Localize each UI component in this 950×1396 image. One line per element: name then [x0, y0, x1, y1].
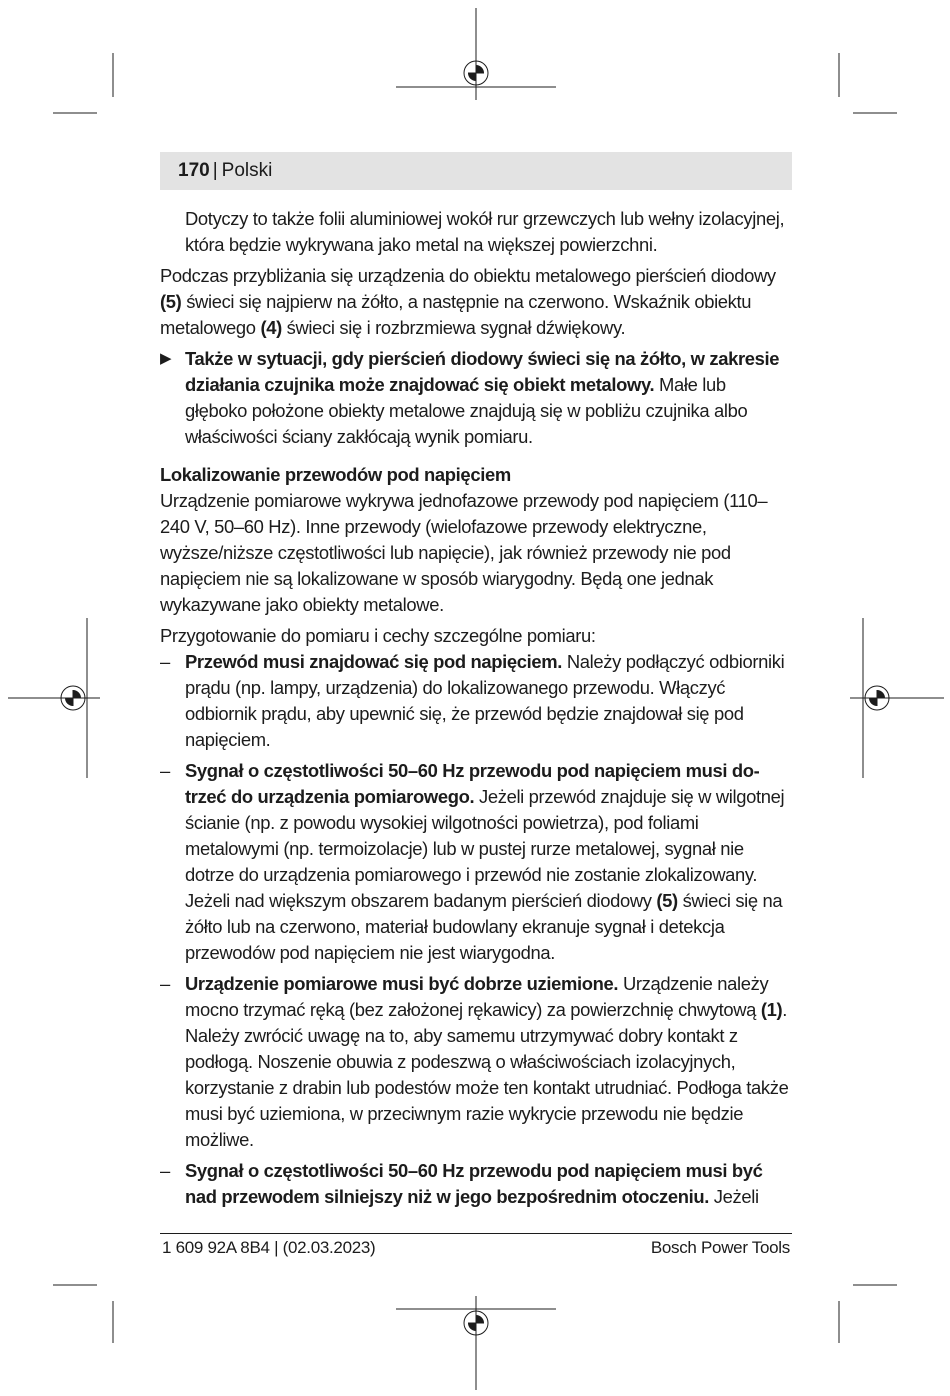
list-item-bold: Przewód musi znajdować się pod napięciem.	[185, 651, 563, 672]
list-item-text: . Należy zwrócić uwagę na to, aby samemu utrzymywać dobry kontakt z podłogą. Noszenie obuwia z podeszwą o właściwościach izolacyjnych, korzystanie z drabin lub podestów może ten kontakt utrudniać. Podłoga także musi być uziemiona, w przeciwnym razie wykrycie przewodu nie będzie możliwe.	[185, 999, 789, 1150]
section-heading: Lokalizowanie przewodów pod napięciem	[160, 464, 511, 485]
intro-note: Dotyczy to także folii aluminiowej wokół rur grzewczych lub wełny izolacyjnej, która będzie wykrywana jako metal na większej powierzchni.	[185, 208, 785, 255]
paragraph-live-wires: Urządzenie pomiarowe wykrywa jednofazowe przewody pod napięciem (110–240 V, 50–60 Hz). Inne przewody (wielofazowe przewody elektryczne, wyższe/niższe częstotliwości lub napięcie), jak również przewody nie pod napięciem nie są lokalizowane w sposób wiarygodny. Będą one jednak wykazywane jako obiekty metalowe.	[160, 490, 768, 615]
list-dash: –	[160, 1160, 170, 1181]
reference-number: (5)	[656, 890, 678, 911]
list-dash: –	[160, 760, 170, 781]
list-item	[160, 971, 792, 1153]
list-item	[160, 649, 792, 753]
reference-number: (1)	[760, 999, 783, 1020]
page-content	[160, 206, 792, 1215]
footer-rule	[160, 1233, 792, 1234]
list-item	[160, 758, 792, 966]
warning-text: Małe lub głęboko położone obiekty metalowe znajdują się w pobliżu czujnika albo właściwości ściany zakłócają wynik pomiaru.	[185, 374, 748, 447]
list-dash: –	[160, 973, 170, 994]
list-item-text: Jeżeli przewód znajduje się w wilgotnej ścianie (np. z powodu wysokiej wilgotności powietrza), pod foliami metalowymi (np. termoizolacje) lub w pustej rurze metalowej, sygnał nie dotrze do urządzenia pomiarowego i przewód nie zostanie zlokalizowany. Jeżeli nad większym obszarem badanym pierścień diodowy	[185, 786, 785, 911]
text-run: świeci się i rozbrzmiewa sygnał dźwiękowy.	[281, 317, 626, 338]
list-item	[160, 1158, 792, 1210]
header-language: Polski	[221, 160, 273, 181]
list-item-bold: Urządzenie pomiarowe musi być dobrze uziemione.	[185, 973, 619, 994]
reference-number: (4)	[260, 317, 282, 338]
reference-number: (5)	[160, 291, 182, 312]
warning-arrow-icon: ▶	[160, 350, 172, 367]
footer-doc-id: 1 609 92A 8B4 | (02.03.2023)	[162, 1238, 376, 1257]
list-item-text: świeci się na żółto lub na czerwono, materiał budowlany ekranuje sygnał i detekcja przewodów pod napięciem nie jest wiarygodna.	[185, 890, 783, 963]
list-item-text: Jeżeli	[709, 1186, 759, 1207]
list-item-text: Urządzenie należy mocno trzymać ręką (bez założonej rękawicy) za powierzchnię chwytową	[185, 973, 769, 1020]
footer-brand: Bosch Power Tools	[650, 1238, 790, 1257]
paragraph-metal-detection	[160, 263, 792, 341]
list-item-bold: Sygnał o częstotliwości 50–60 Hz przewodu pod napięciem musi dotrzeć do urządzenia pomiarowego.	[185, 760, 760, 807]
text-run: świeci się najpierw na żółto, a następnie na czerwono. Wskaźnik obiektu metalowego	[160, 291, 752, 338]
list-item-text: Należy podłączyć odbiorniki prądu (np. lampy, urządzenia) do lokalizowanego przewodu. Włączyć odbiornik prądu, aby upewnić się, że przewód będzie znajdował się pod napięciem.	[185, 651, 785, 750]
list-dash: –	[160, 651, 170, 672]
list-item-bold: Sygnał o częstotliwości 50–60 Hz przewodu pod napięciem musi być nad przewodem silniejszy niż w jego bezpośrednim otoczeniu.	[185, 1160, 763, 1207]
text-run: Podczas przybliżania się urządzenia do obiektu metalowego pierścień diodowy	[160, 265, 776, 286]
page-header	[178, 159, 272, 183]
warning-item	[160, 346, 792, 450]
warning-bold-text: Także w sytuacji, gdy pierścień diodowy świeci się na żółto, w zakresie działania czujnika może znajdować się obiekt metalowy.	[185, 348, 780, 395]
page-number: 170	[178, 160, 210, 181]
header-separator: |	[212, 160, 218, 181]
preparation-intro: Przygotowanie do pomiaru i cechy szczególne pomiaru:	[160, 625, 596, 646]
